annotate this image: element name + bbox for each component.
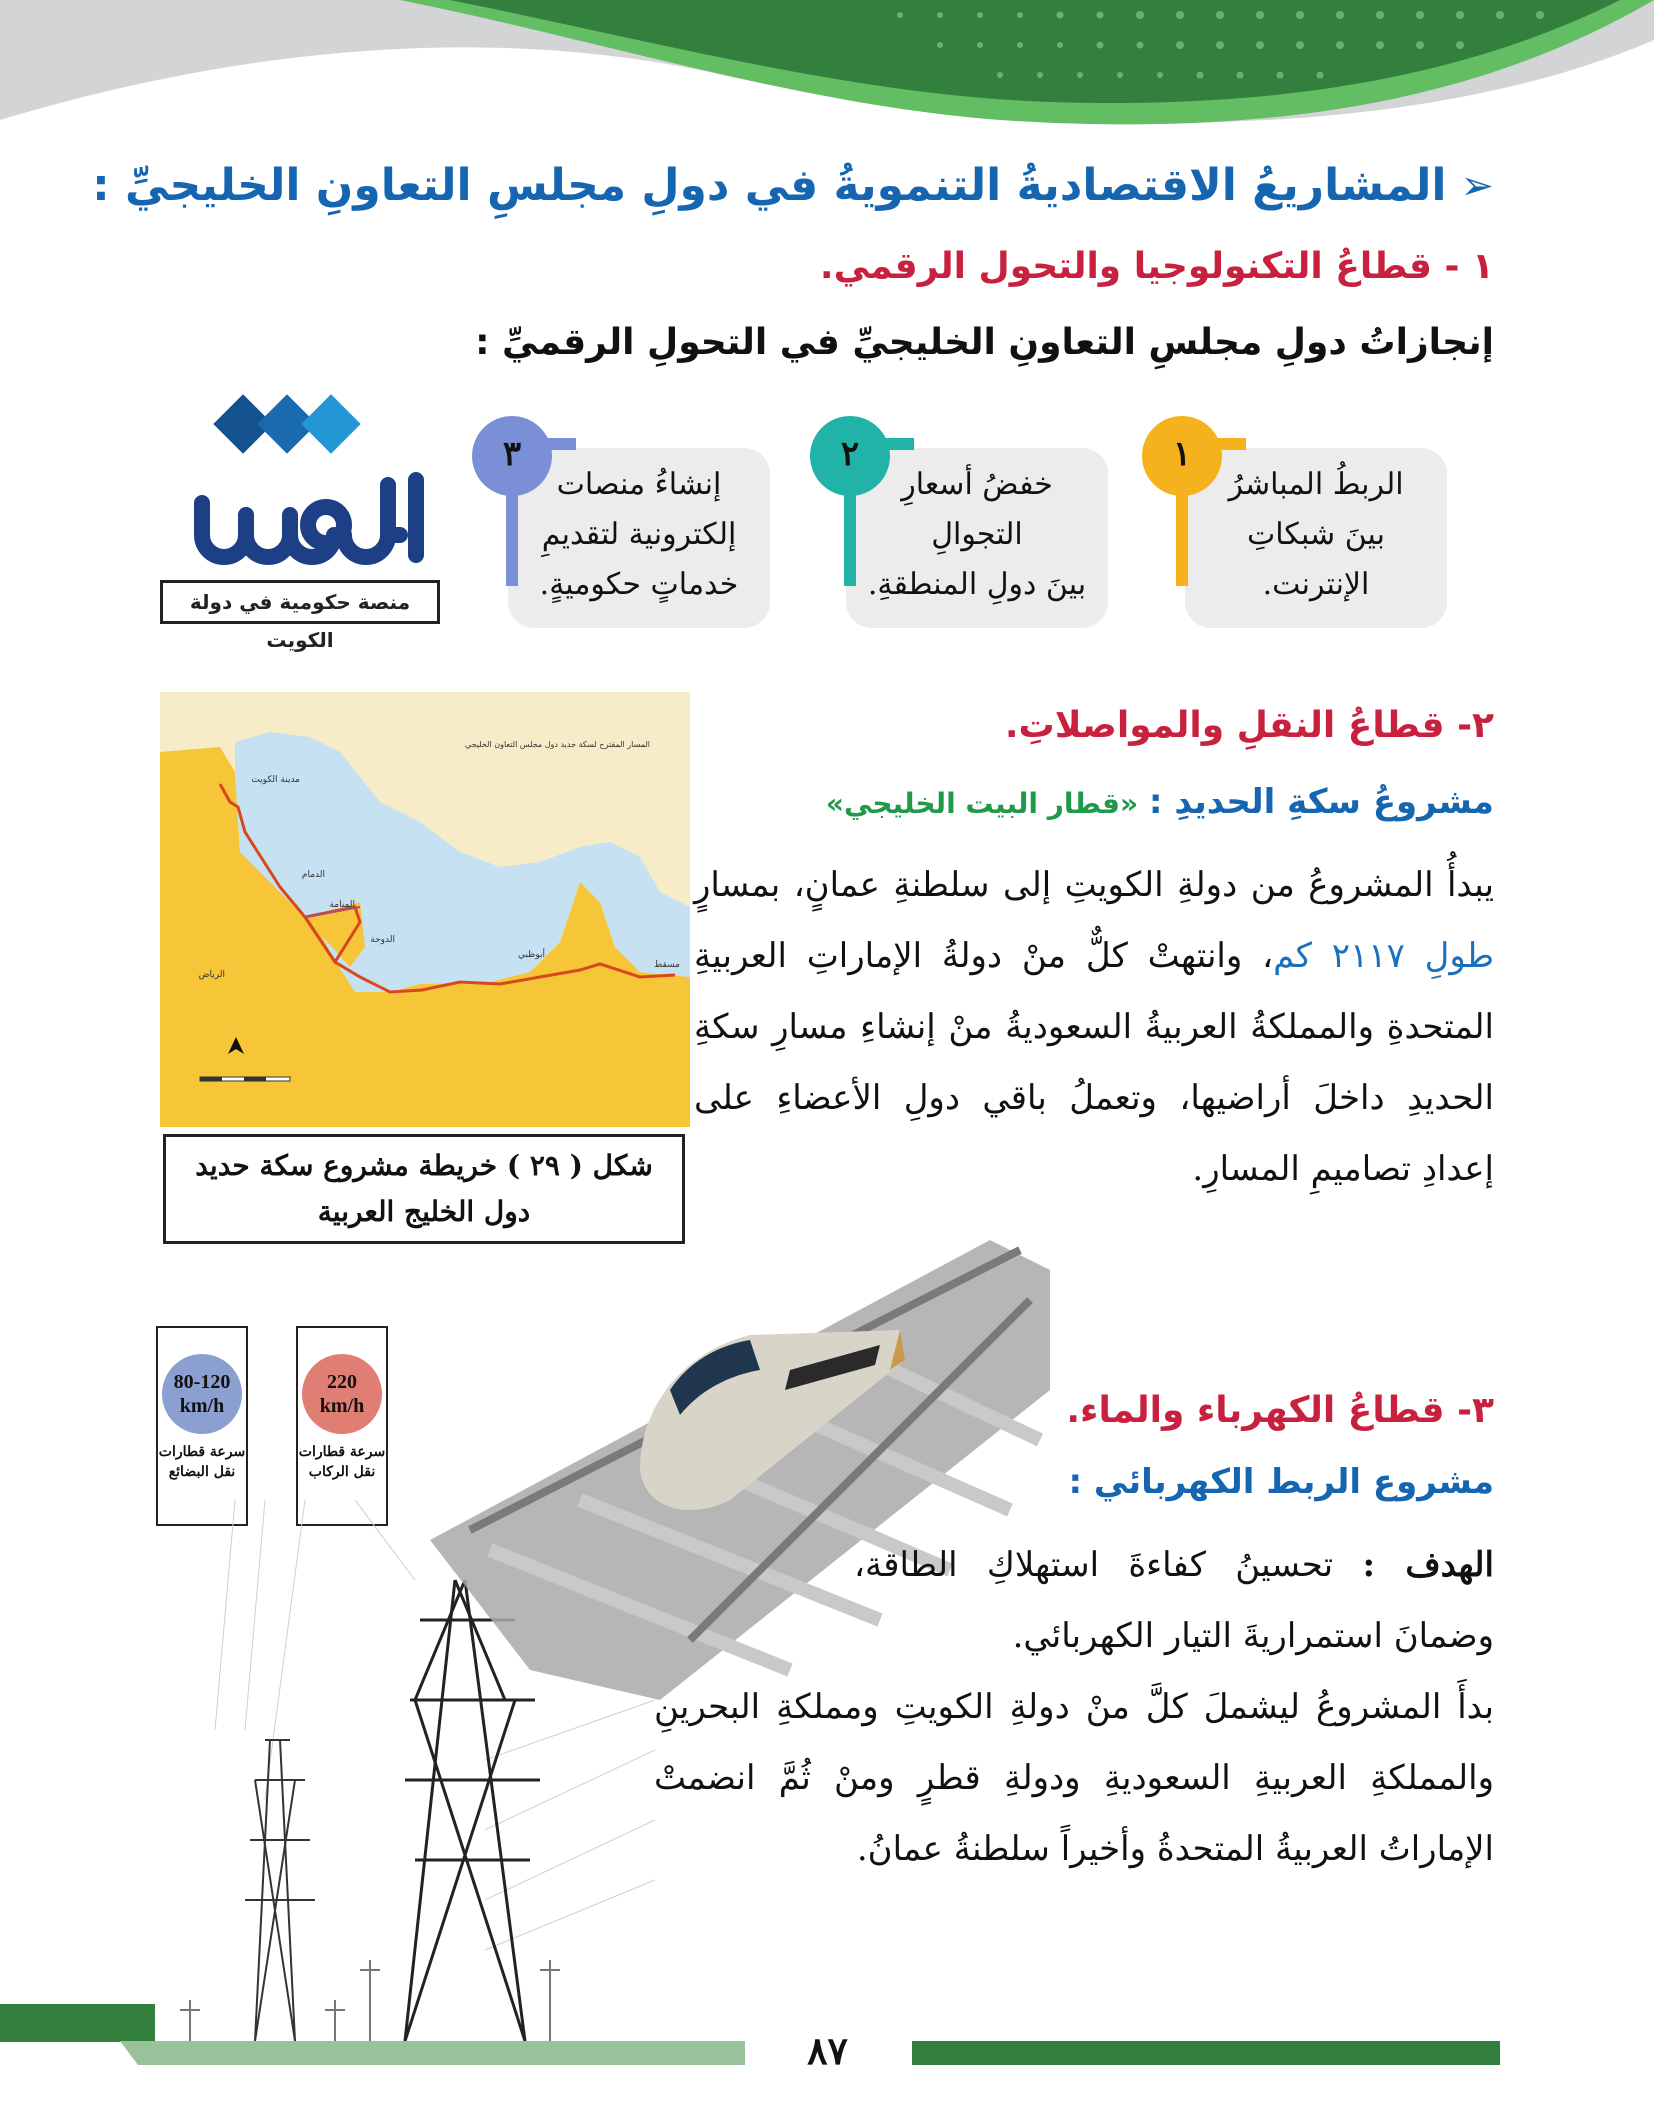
- goal-label: الهدف :: [1362, 1545, 1494, 1585]
- speed-circle: [162, 1354, 242, 1434]
- card-line: الإنترنت.: [1262, 567, 1370, 602]
- speed-label: سرعة قطارات: [298, 1444, 386, 1460]
- goal-paragraph: [854, 1530, 1494, 1672]
- card-line: التجوالِ: [931, 517, 1023, 552]
- card-number: ١: [1142, 416, 1222, 496]
- card-line: خدماتٍ حكوميةٍ.: [539, 567, 739, 602]
- card-line: بينَ شبكاتِ: [1247, 517, 1385, 552]
- section1-subtitle: إنجازاتُ دولِ مجلسِ التعاونِ الخليجيِّ في التحولِ الرقميِّ :: [475, 322, 1494, 363]
- speed-label: نقل البضائع: [168, 1464, 236, 1480]
- main-title: [92, 160, 1494, 211]
- footer-light-bar: [0, 2041, 745, 2065]
- electric-project-heading: مشروع الربط الكهربائي :: [1068, 1462, 1494, 1502]
- map-city-label: الدوحة: [370, 935, 395, 945]
- paragraph-text: يبدأُ المشروعُ من دولةِ الكويتِ إلى سلطنةِ عمانٍ، بمسارٍ: [694, 865, 1494, 905]
- gulf-railway-map: [160, 692, 690, 1127]
- map-legend: المسار المقترح لسكة حديد دول مجلس التعاون الخليجي: [464, 740, 650, 749]
- card-line: إنشاءُ منصات: [556, 467, 722, 502]
- card-number: ٢: [810, 416, 890, 496]
- footer-left-block: [0, 2004, 155, 2042]
- scale-bar: [200, 1077, 290, 1081]
- section3-title: ٣- قطاعُ الكهرباء والماء.: [1066, 1390, 1494, 1431]
- main-title-text: المشاريعُ الاقتصاديةُ التنمويةُ في دولِ مجلسِ التعاونِ الخليجيِّ :: [92, 160, 1447, 211]
- map-caption-line: شكل ( ٢٩ ) خريطة مشروع سكة حديد: [195, 1149, 653, 1182]
- map-caption: [163, 1134, 685, 1244]
- speed-value: 220: [327, 1371, 357, 1393]
- passenger-speed-box: [296, 1326, 388, 1526]
- railway-length-highlight: طولِ ٢١١٧ كم: [1273, 936, 1495, 976]
- goal-text: تحسينُ كفاءةَ استهلاكِ الطاقة، وضمانَ استمراريةَ التيار الكهربائي.: [854, 1545, 1494, 1656]
- section2-title: ٢- قطاعُ النقلِ والمواصلاتِ.: [1004, 705, 1494, 746]
- paragraph-text: ، وانتهتْ كلٌّ منْ دولةُ الإماراتِ العربيةِ المتحدةِ والمملكةُ العربيةُ السعوديةُ منْ إنشاءِ مسارِ سكةِ الحديدِ داخلَ أراضيها، وتعملُ باقي دولِ الأعضاءِ على إعدادِ تصاميمِ المسارِ.: [694, 936, 1494, 1189]
- card-line: بينَ دولِ المنطقةِ.: [867, 567, 1087, 602]
- electric-project-paragraph: بدأَ المشروعُ ليشملَ كلَّ منْ دولةِ الكويتِ ومملكةِ البحرينِ والمملكةِ العربيةِ السعوديةِ ودولةِ قطرٍ ومنْ ثُمَّ انضمتْ الإماراتُ العربيةُ المتحدةُ وأخيراً سلطنةُ عمانُ.: [654, 1687, 1494, 1869]
- sahl-caption: منصة حكومية في دولة الكويت: [160, 580, 440, 624]
- diamonds-icon: [213, 394, 360, 453]
- card-line: الربطُ المباشرُ: [1228, 467, 1404, 502]
- map-city-label: الرياض: [198, 970, 225, 980]
- header-wave-decoration: [0, 0, 1654, 140]
- page-number: ٨٧: [807, 2028, 848, 2073]
- speed-unit: km/h: [319, 1395, 365, 1417]
- railway-project-label: مشروعُ سكةِ الحديدِ :: [1148, 782, 1494, 822]
- map-city-label: أبوظبي: [517, 950, 545, 960]
- railway-paragraph: [694, 850, 1494, 1205]
- speed-label: سرعة قطارات: [158, 1444, 246, 1460]
- achievement-card-2: [846, 448, 1108, 628]
- section1-title: ١ - قطاعُ التكنولوجيا والتحول الرقمي.: [819, 246, 1494, 287]
- railway-project-heading: [826, 782, 1494, 822]
- card-line: خفضُ أسعارِ: [901, 467, 1053, 502]
- railway-project-name: «قطار البيت الخليجي»: [825, 787, 1139, 820]
- arrow-bullet-icon: ➢: [1460, 162, 1494, 209]
- speed-circle: [302, 1354, 382, 1434]
- tower-icon: [245, 1740, 315, 2041]
- speed-unit: km/h: [179, 1395, 225, 1417]
- achievement-card-1: [1185, 448, 1447, 628]
- card-number: ٣: [472, 416, 552, 496]
- footer-dark-bar: [912, 2041, 1500, 2065]
- map-city-label: مدينة الكويت: [251, 775, 300, 785]
- card-line: إلكترونية لتقديمِ: [541, 517, 737, 552]
- map-city-label: الدمام: [301, 870, 325, 880]
- map-caption-line: دول الخليج العربية: [317, 1195, 531, 1228]
- speed-value: 80-120: [173, 1371, 231, 1393]
- map-city-label: المنامة: [329, 900, 355, 910]
- achievement-card-3: [508, 448, 770, 628]
- freight-speed-box: [156, 1326, 248, 1526]
- map-city-label: مسقط: [654, 960, 680, 970]
- speed-label: نقل الركاب: [308, 1464, 376, 1480]
